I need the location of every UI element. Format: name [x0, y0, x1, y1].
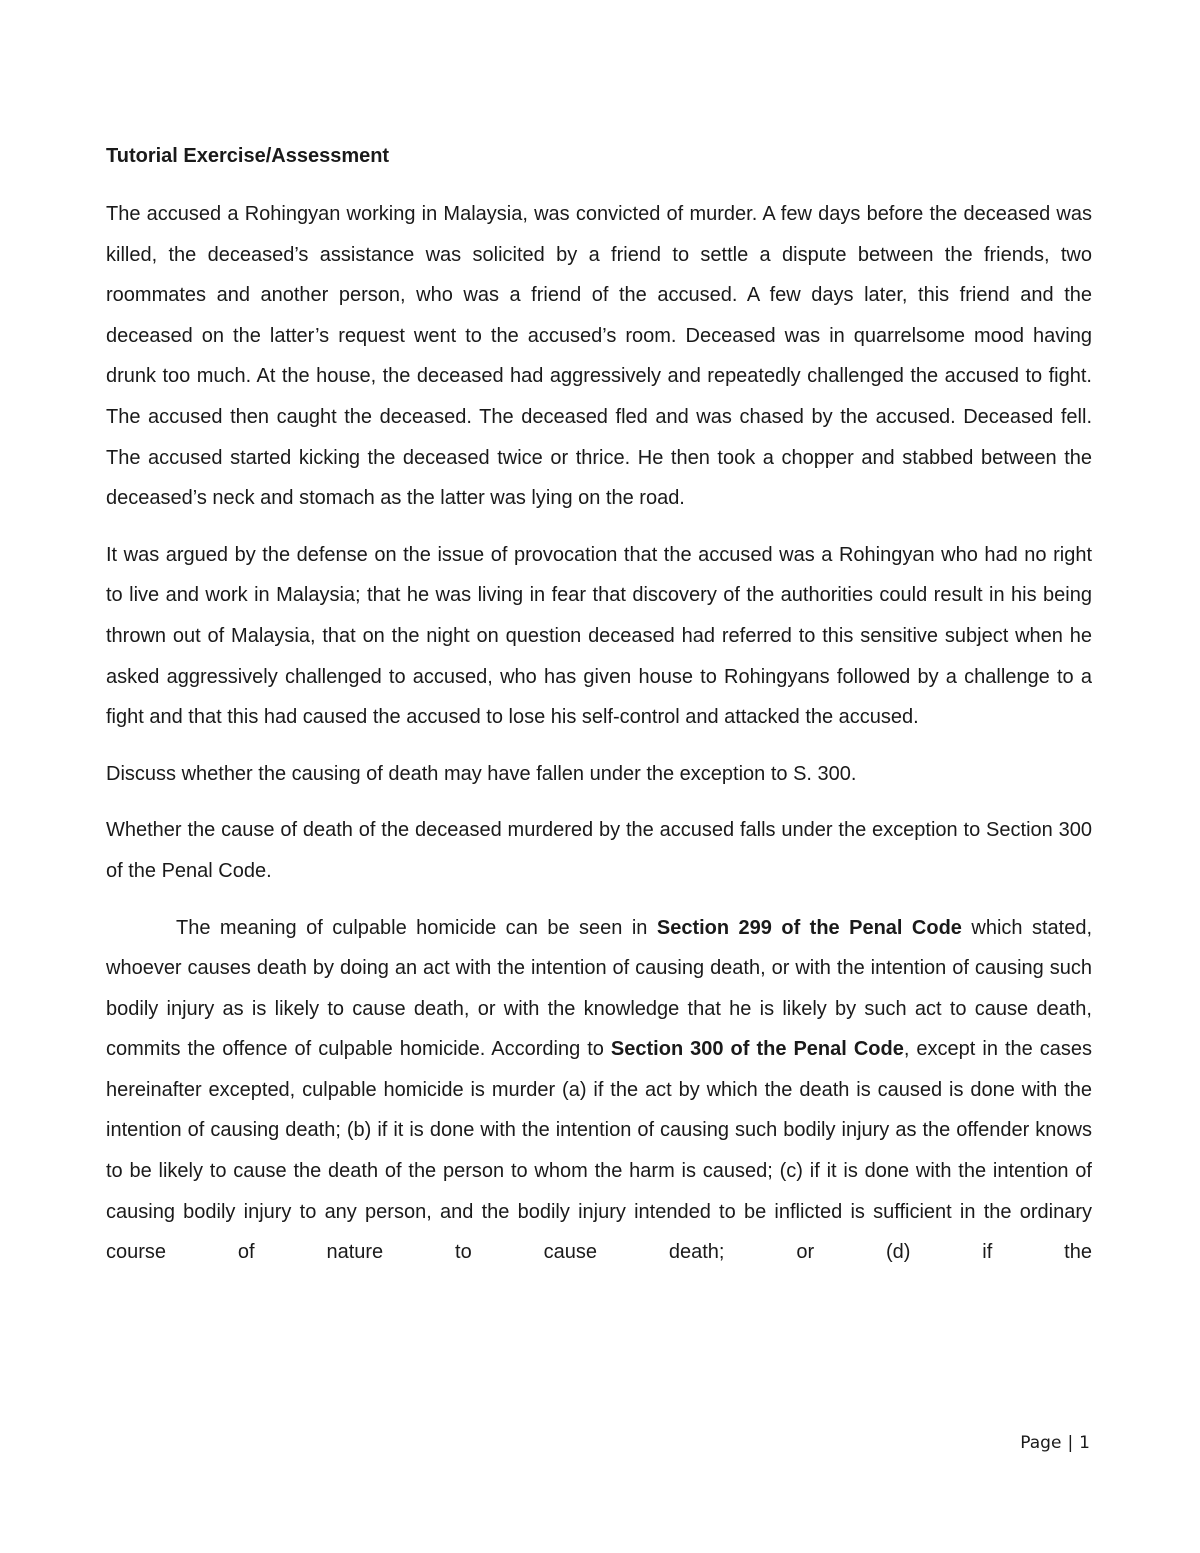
analysis-text-b: which stated, whoever causes death by doing an act with the intention of causing death, or with the intention of causing such bodily injury as is likely to cause death, or with the knowledge that he is likely by such act to cause death, commits the offence of culpable homicide. According to [106, 916, 1093, 1061]
page-label: Page [1020, 1433, 1062, 1453]
document-body [106, 139, 1092, 1289]
page-footer [1020, 1433, 1090, 1453]
paragraph-question: Discuss whether the causing of death may have fallen under the exception to S. 300. [106, 762, 857, 785]
page-number: 1 [1079, 1433, 1090, 1453]
analysis-text-c: , except in the cases hereinafter excepted, culpable homicide is murder (a) if the act by which the death is caused is done with the intention of causing death; (b) if it is done with the intention of causing such bodily injury as the offender knows to be likely to cause the death of the person to whom the harm is caused; (c) if it is done with the intention of causing bodily injury to any person, and the bodily injury intended to be inflicted is sufficient in the ordinary course of nature to cause death; or (d) if the [106, 1038, 1093, 1264]
paragraph-defense-argument: It was argued by the defense on the issue of provocation that the accused was a Rohingyan who had no right to live and work in Malaysia; that he was living in fear that discovery of the authorities could result in his being thrown out of Malaysia, that on the night on question deceased had referred to this sensitive subject when he asked aggressively challenged to accused, who has given house to Rohingyans followed by a challenge to a fight and that this had caused the accused to lose his self-control and attacked the accused. [106, 543, 1092, 729]
document-title: Tutorial Exercise/Assessment [106, 145, 390, 167]
footer-separator: | [1067, 1433, 1074, 1453]
paragraph-facts: The accused a Rohingyan working in Malaysia, was convicted of murder. A few days before the deceased was killed, the deceased’s assistance was solicited by a friend to settle a dispute between the friends, two roommates and another person, who was a friend of the accused. A few days later, this friend and the deceased on the latter’s request went to the accused’s room. Deceased was in quarrelsome mood having drunk too much. At the house, the deceased had aggressively and repeatedly challenged the accused to fight. The accused then caught the deceased. The deceased fled and was chased by the accused. Deceased fell. The accused started kicking the deceased twice or thrice. He then took a chopper and stabbed between the deceased’s neck and stomach as the latter was lying on the road. [106, 203, 1092, 510]
section-299-reference: Section 299 of the Penal Code [656, 916, 962, 939]
analysis-text-a: The meaning of culpable homicide can be seen in [176, 916, 657, 939]
section-300-reference: Section 300 of the Penal Code [610, 1038, 904, 1061]
paragraph-issue: Whether the cause of death of the deceased murdered by the accused falls under the exception to Section 300 of the Penal Code. [106, 819, 1092, 882]
paragraph-analysis [106, 908, 1092, 1273]
